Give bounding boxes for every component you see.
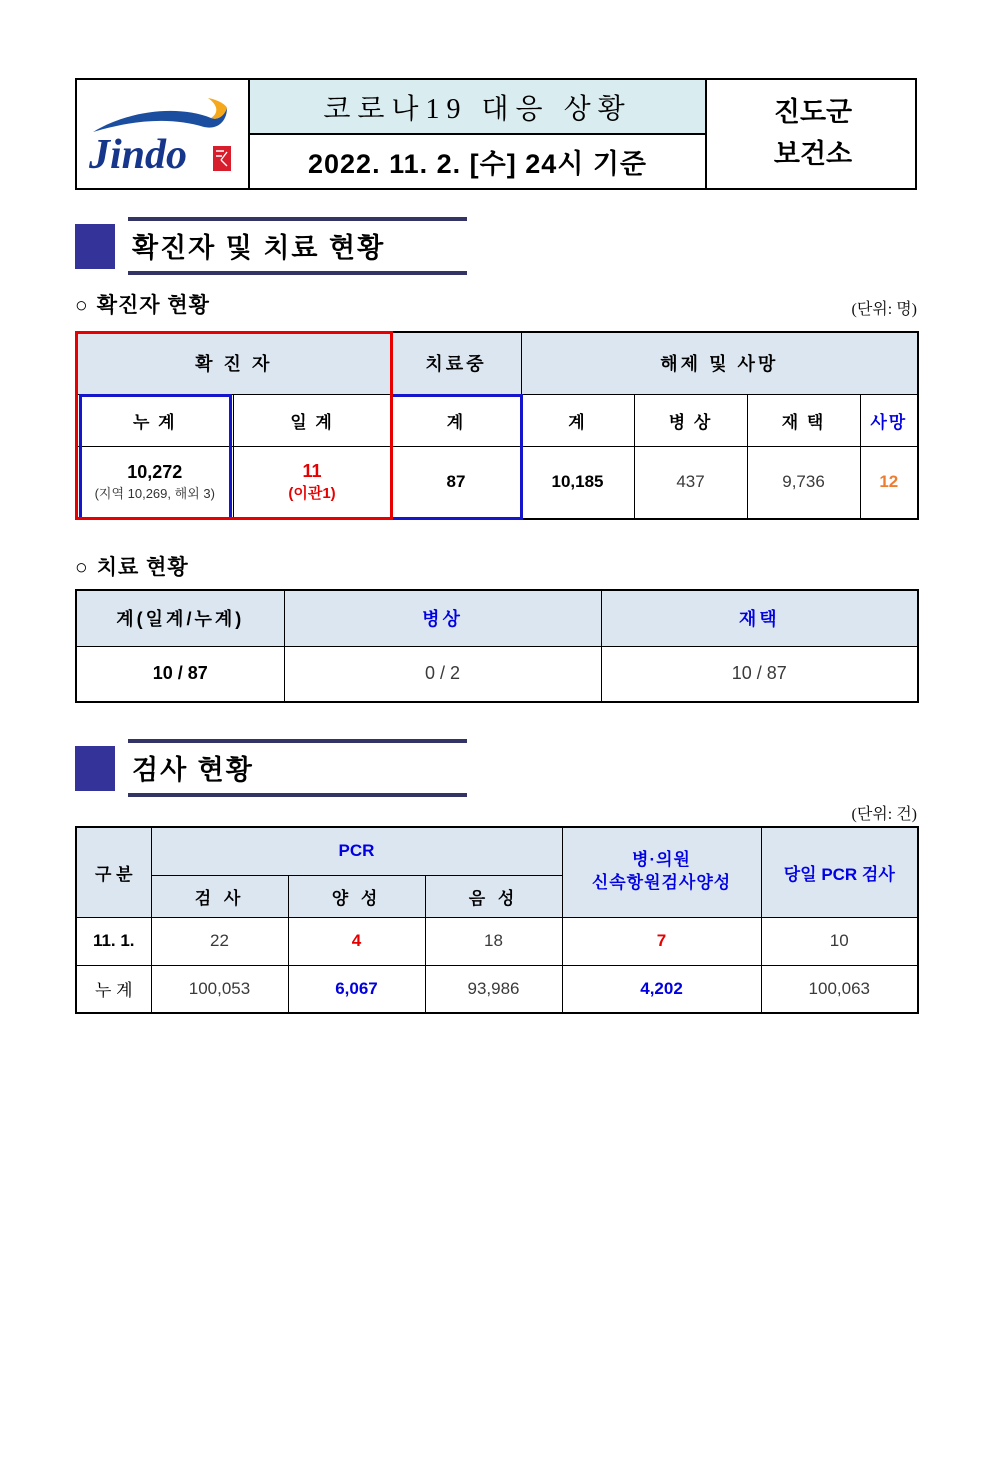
- cumulative-value: 10,272: [127, 462, 183, 483]
- col-beds: 병 상: [634, 394, 747, 446]
- col-total-daily-cum: 계(일계/누계): [76, 590, 284, 646]
- test-row-cumulative: [76, 965, 918, 1013]
- test-header-row-1: [76, 827, 918, 875]
- row-label-cumulative: 누 계: [76, 965, 151, 1013]
- org-line-1: 진도군: [773, 97, 853, 128]
- cell-pcr-neg-cum: 93,986: [425, 965, 562, 1013]
- cell-in-treatment: 87: [391, 446, 521, 519]
- treatment-table: [75, 589, 919, 703]
- col-pcr-negative: 음 성: [425, 875, 562, 917]
- section-title: 확진자 및 치료 현황: [128, 217, 467, 275]
- cell-released-beds: 437: [634, 446, 747, 519]
- cell-bed: 0 / 2: [284, 646, 601, 702]
- cell-total-daily-cum: 10 / 87: [76, 646, 284, 702]
- cumulative-note: (지역 10,269, 해외 3): [94, 486, 215, 502]
- cell-sameday-daily: 10: [761, 917, 918, 965]
- col-deaths: 사망: [860, 394, 918, 446]
- cell-pcr-pos-cum: 6,067: [288, 965, 425, 1013]
- unit-label-people: (단위: 명): [851, 301, 917, 318]
- confirmed-subtitle: [75, 289, 210, 319]
- test-table: [75, 826, 919, 1014]
- values-row: [76, 446, 918, 519]
- confirmed-subtitle-label: 확진자 현황: [96, 294, 210, 317]
- col-pcr-positive: 양 성: [288, 875, 425, 917]
- confirmed-table-wrap: [75, 331, 917, 520]
- group-released-death: 해제 및 사망: [521, 332, 918, 394]
- cell-pcr-test-cum: 100,053: [151, 965, 288, 1013]
- cell-released-total: 10,185: [521, 446, 634, 519]
- cell-rat-pos-cum: 4,202: [562, 965, 761, 1013]
- org-name: [707, 80, 919, 188]
- col-cumulative: 누 계: [76, 394, 233, 446]
- col-bed: 병상: [284, 590, 601, 646]
- unit-row: [75, 801, 917, 824]
- org-line-2: 보건소: [773, 139, 853, 169]
- column-header-row: [76, 394, 918, 446]
- confirmed-subsection: [75, 289, 917, 319]
- jindo-logo-graphic: [87, 86, 239, 182]
- logo-wave: [93, 108, 227, 132]
- section-confirmed-heading: [75, 217, 917, 275]
- rat-label-line-1: 병·의원: [632, 850, 691, 870]
- treatment-subsection: [75, 551, 917, 581]
- col-home: 재 택: [747, 394, 860, 446]
- col-sameday-pcr: 당일 PCR 검사: [761, 827, 918, 917]
- cell-deaths: 12: [860, 446, 918, 519]
- cell-daily: [233, 446, 391, 519]
- jindo-logo: [77, 80, 250, 188]
- treatment-header-row: [76, 590, 918, 646]
- circle-bullet-icon: ○: [75, 294, 89, 317]
- col-treatment-total: 계: [391, 394, 521, 446]
- header-middle: [250, 80, 707, 188]
- document-page: [0, 78, 992, 1481]
- treatment-subtitle: [75, 551, 189, 581]
- section-square-icon: [75, 746, 115, 791]
- col-rat-positive: [562, 827, 761, 917]
- section-test-heading: [75, 739, 917, 797]
- daily-note: (이관1): [288, 485, 336, 503]
- cell-released-home: 9,736: [747, 446, 860, 519]
- cell-sameday-cum: 100,063: [761, 965, 918, 1013]
- unit-label-cases: (단위: 건): [851, 806, 917, 823]
- report-header: [75, 78, 917, 190]
- cell-pcr-pos-daily: 4: [288, 917, 425, 965]
- test-row-daily: [76, 917, 918, 965]
- row-label-daily: 11. 1.: [76, 917, 151, 965]
- section-title: 검사 현황: [128, 739, 467, 797]
- col-home-care: 재택: [601, 590, 918, 646]
- cell-cumulative: [76, 446, 233, 519]
- col-daily: 일 계: [233, 394, 391, 446]
- daily-value: 11: [302, 461, 322, 482]
- circle-bullet-icon: ○: [75, 556, 89, 579]
- report-date: 2022. 11. 2. [수] 24시 기준: [308, 149, 647, 179]
- cell-pcr-neg-daily: 18: [425, 917, 562, 965]
- section-square-icon: [75, 224, 115, 269]
- treatment-values-row: [76, 646, 918, 702]
- group-confirmed: 확 진 자: [76, 332, 391, 394]
- logo-wordmark: Jindo: [88, 132, 187, 178]
- report-title: 코로나19 대응 상황: [250, 80, 705, 135]
- group-in-treatment: 치료중: [391, 332, 521, 394]
- col-category: 구 분: [76, 827, 151, 917]
- col-released-total: 계: [521, 394, 634, 446]
- cell-rat-pos-daily: 7: [562, 917, 761, 965]
- cell-pcr-test-daily: 22: [151, 917, 288, 965]
- group-pcr: PCR: [151, 827, 562, 875]
- treatment-subtitle-label: 치료 현황: [96, 556, 189, 579]
- group-header-row: [76, 332, 918, 394]
- col-pcr-test: 검 사: [151, 875, 288, 917]
- confirmed-table: [75, 331, 919, 520]
- rat-label-line-2: 신속항원검사양성: [591, 873, 732, 893]
- cell-home-care: 10 / 87: [601, 646, 918, 702]
